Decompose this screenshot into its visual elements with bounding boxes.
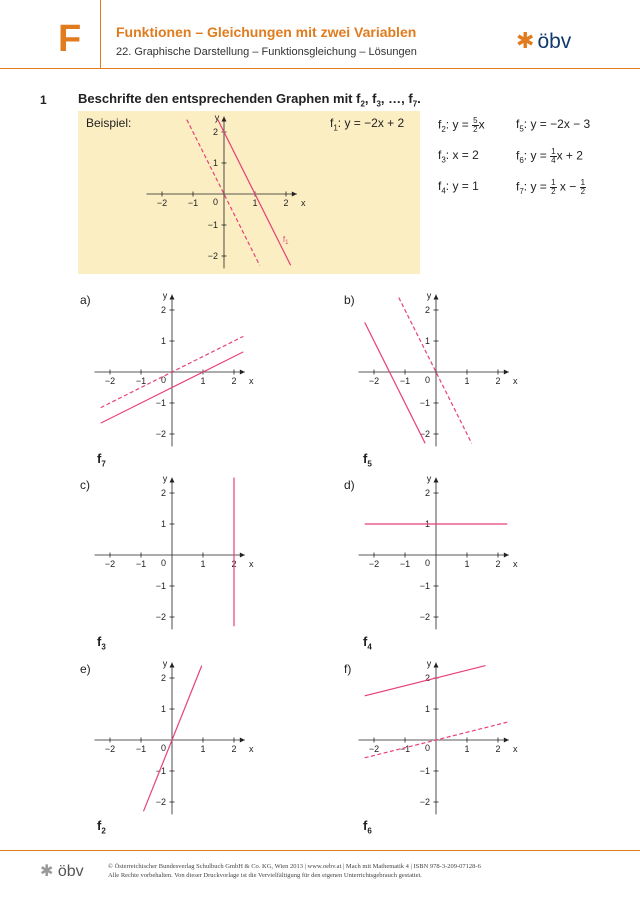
fn-name: f bbox=[516, 148, 520, 163]
fn-name: f bbox=[438, 179, 442, 193]
x-axis-arrow bbox=[240, 553, 245, 558]
x-axis-label: x bbox=[249, 744, 254, 754]
x-axis-label: x bbox=[513, 559, 518, 569]
x-axis-arrow bbox=[240, 370, 245, 375]
origin-label: 0 bbox=[424, 743, 430, 753]
graph-label-f1 bbox=[283, 235, 289, 246]
instruction-sep: , f bbox=[364, 91, 377, 106]
denominator: 2 bbox=[551, 187, 556, 196]
fn-sub: 1 bbox=[333, 123, 338, 133]
footer-copyright bbox=[108, 862, 481, 880]
numerator: 1 bbox=[551, 147, 556, 156]
y-axis-arrow bbox=[434, 295, 439, 300]
x-tick-label: 1 bbox=[200, 559, 206, 569]
origin-label: 0 bbox=[424, 375, 430, 385]
panel-letter-e: e) bbox=[80, 662, 91, 676]
fn-sub: 7 bbox=[101, 459, 106, 469]
x-tick-label: −1 bbox=[399, 744, 411, 754]
page-title: Funktionen – Gleichungen mit zwei Variablen bbox=[116, 24, 417, 40]
instruction-sub: 3 bbox=[376, 99, 381, 109]
y-tick-label: 1 bbox=[424, 519, 430, 529]
origin-label: 0 bbox=[424, 558, 430, 568]
x-tick-label: 1 bbox=[464, 559, 470, 569]
example-label: Beispiel: bbox=[86, 116, 132, 130]
x-tick-label: 2 bbox=[231, 559, 237, 569]
instruction-sep: , …, f bbox=[380, 91, 413, 106]
y-tick-label: −2 bbox=[419, 429, 430, 439]
y-tick-label: 2 bbox=[424, 305, 430, 315]
y-tick-label: 2 bbox=[160, 305, 166, 315]
graph-line bbox=[365, 666, 486, 696]
x-tick-label: 2 bbox=[283, 198, 289, 208]
denominator: 2 bbox=[473, 125, 478, 134]
y-axis-arrow bbox=[222, 117, 227, 122]
x-tick-label: −2 bbox=[368, 559, 380, 569]
fn-sub: 2 bbox=[441, 125, 446, 135]
fn-name: f bbox=[97, 451, 102, 466]
y-tick-label: −2 bbox=[207, 251, 218, 261]
x-axis-label: x bbox=[513, 744, 518, 754]
x-tick-label: 1 bbox=[200, 376, 206, 386]
asterisk-logo-icon: ✱ bbox=[516, 28, 535, 53]
fn-sub: 6 bbox=[367, 826, 372, 836]
x-tick-label: 2 bbox=[495, 559, 501, 569]
y-tick-label: −2 bbox=[419, 797, 430, 807]
origin-label: 0 bbox=[160, 375, 166, 385]
fn-pre: : y = bbox=[445, 117, 473, 132]
fn-pre: : y = bbox=[523, 148, 551, 163]
panel-letter-f: f) bbox=[344, 662, 352, 676]
x-axis-label: x bbox=[249, 376, 254, 386]
x-axis-arrow bbox=[504, 738, 509, 743]
y-axis-arrow bbox=[434, 478, 439, 483]
x-tick-label: −2 bbox=[368, 376, 380, 386]
instruction-sub: 2 bbox=[360, 99, 365, 109]
x-axis-arrow bbox=[504, 553, 509, 558]
y-axis-label: y bbox=[426, 290, 432, 301]
y-tick-label: −2 bbox=[155, 612, 166, 622]
denominator: 4 bbox=[551, 156, 556, 165]
fn-name: f bbox=[438, 117, 442, 132]
origin-label: 0 bbox=[160, 558, 166, 568]
fn-name: f bbox=[516, 179, 520, 194]
origin-label: 0 bbox=[212, 197, 218, 207]
x-tick-label: 2 bbox=[231, 376, 237, 386]
page-subtitle: 22. Graphische Darstellung – Funktionsgleichung – Lösungen bbox=[116, 46, 417, 58]
x-tick-label: −2 bbox=[156, 198, 168, 208]
y-axis-label: y bbox=[426, 658, 432, 669]
fn-name: f bbox=[363, 451, 368, 466]
y-tick-label: −1 bbox=[207, 220, 218, 230]
fn-rest: : y = −2x + 2 bbox=[337, 116, 405, 130]
y-tick-label: 2 bbox=[160, 673, 166, 683]
x-axis-label: x bbox=[513, 376, 518, 386]
y-tick-label: 2 bbox=[212, 127, 218, 137]
panel-letter-d: d) bbox=[344, 478, 355, 492]
y-tick-label: −1 bbox=[419, 581, 430, 591]
y-axis-arrow bbox=[170, 663, 175, 668]
fn-sub: 5 bbox=[519, 124, 524, 134]
y-axis-arrow bbox=[434, 663, 439, 668]
y-axis-label: y bbox=[162, 290, 168, 301]
x-tick-label: 1 bbox=[252, 198, 258, 208]
fn-sub: 6 bbox=[519, 156, 524, 166]
footer-logo bbox=[40, 861, 84, 881]
x-tick-label: 2 bbox=[495, 744, 501, 754]
x-tick-label: 2 bbox=[495, 376, 501, 386]
graph-line-dashed bbox=[399, 298, 472, 444]
fn-name: f bbox=[363, 818, 368, 833]
x-tick-label: −1 bbox=[187, 198, 199, 208]
x-tick-label: −2 bbox=[104, 744, 116, 754]
fn-rest: : y = 1 bbox=[445, 179, 479, 193]
numerator: 1 bbox=[580, 178, 586, 187]
graph-line bbox=[218, 120, 291, 266]
fn-name: f bbox=[330, 116, 334, 130]
y-axis-arrow bbox=[170, 295, 175, 300]
y-tick-label: 2 bbox=[160, 488, 166, 498]
x-tick-label: 1 bbox=[464, 376, 470, 386]
footer-rule bbox=[0, 850, 640, 851]
x-axis-label: x bbox=[249, 559, 254, 569]
y-tick-label: 2 bbox=[424, 488, 430, 498]
x-tick-label: −1 bbox=[135, 744, 147, 754]
x-tick-label: −1 bbox=[399, 376, 411, 386]
x-tick-label: 1 bbox=[464, 744, 470, 754]
fn-name: f bbox=[516, 117, 520, 131]
graph-line bbox=[143, 666, 201, 812]
fn-sub: 3 bbox=[101, 642, 106, 652]
x-tick-label: −1 bbox=[399, 559, 411, 569]
fn-name: f bbox=[438, 148, 442, 162]
y-tick-label: 1 bbox=[212, 158, 218, 168]
fn-name: f bbox=[97, 634, 102, 649]
fn-sub: 7 bbox=[519, 187, 524, 197]
y-axis-label: y bbox=[426, 473, 432, 484]
y-axis-arrow bbox=[170, 478, 175, 483]
fn-post: x bbox=[478, 117, 485, 132]
y-tick-label: 2 bbox=[424, 673, 430, 683]
y-axis-label: y bbox=[162, 473, 168, 484]
fn-rest: : x = 2 bbox=[445, 148, 479, 162]
x-tick-label: −2 bbox=[368, 744, 380, 754]
fn-sub: 2 bbox=[101, 826, 106, 836]
fn-sub: 4 bbox=[367, 642, 372, 652]
origin-label: 0 bbox=[160, 743, 166, 753]
y-tick-label: −1 bbox=[155, 398, 166, 408]
y-tick-label: 1 bbox=[424, 336, 430, 346]
y-tick-label: −2 bbox=[155, 429, 166, 439]
footer-line-2: Alle Rechte vorbehalten. Von dieser Druckvorlage ist die Vervielfältigung für den eigenen Unterrichtsgebrauch gestattet. bbox=[108, 872, 422, 879]
panel-letter-b: b) bbox=[344, 293, 355, 307]
fn-name: f bbox=[97, 818, 102, 833]
fn-sub: 4 bbox=[441, 186, 446, 196]
fn-rest: : y = −2x − 3 bbox=[523, 117, 591, 131]
x-tick-label: −1 bbox=[135, 559, 147, 569]
panel-letter-a: a) bbox=[80, 293, 91, 307]
asterisk-logo-icon: ✱ bbox=[40, 863, 54, 880]
fn-pre: : y = bbox=[523, 179, 551, 194]
y-tick-label: −1 bbox=[155, 581, 166, 591]
x-tick-label: 1 bbox=[200, 744, 206, 754]
y-tick-label: −2 bbox=[155, 797, 166, 807]
numerator: 1 bbox=[551, 178, 556, 187]
fn-mid: x − bbox=[556, 179, 580, 194]
x-tick-label: 2 bbox=[231, 744, 237, 754]
numerator: 5 bbox=[473, 116, 478, 125]
x-axis-arrow bbox=[240, 738, 245, 743]
denominator: 2 bbox=[580, 187, 586, 196]
fn-post: x + 2 bbox=[556, 148, 583, 163]
footer-logo-text: öbv bbox=[57, 863, 84, 880]
y-tick-label: −1 bbox=[419, 766, 430, 776]
x-tick-label: −2 bbox=[104, 376, 116, 386]
instruction-sub: 7 bbox=[412, 99, 418, 109]
fn-sub: 1 bbox=[285, 240, 289, 247]
y-tick-label: −1 bbox=[155, 766, 166, 776]
fn-sub: 5 bbox=[367, 459, 372, 469]
footer-line-1: © Österreichischer Bundesverlag Schulbuch GmbH & Co. KG, Wien 2013 | www.oebv.at | Mach mit Mathematik 4 | ISBN 978-3-209-07128-6 bbox=[108, 863, 481, 870]
fn-sub: 3 bbox=[441, 155, 446, 165]
x-tick-label: −1 bbox=[135, 376, 147, 386]
x-axis-label: x bbox=[301, 198, 306, 208]
instruction-end: . bbox=[417, 91, 421, 106]
task-number: 1 bbox=[40, 93, 47, 107]
graph-line-dashed bbox=[187, 120, 260, 266]
fn-name: f bbox=[363, 634, 368, 649]
y-tick-label: −1 bbox=[419, 398, 430, 408]
chapter-letter: F bbox=[58, 18, 82, 60]
logo-text: öbv bbox=[537, 30, 572, 53]
x-axis-arrow bbox=[504, 370, 509, 375]
fn-name: f bbox=[282, 235, 286, 245]
x-axis-arrow bbox=[292, 192, 297, 197]
y-tick-label: 1 bbox=[160, 519, 166, 529]
y-tick-label: 1 bbox=[424, 704, 430, 714]
y-tick-label: −2 bbox=[419, 612, 430, 622]
instruction-text: Beschrifte den entsprechenden Graphen mit f bbox=[78, 91, 361, 106]
y-tick-label: 1 bbox=[160, 704, 166, 714]
x-tick-label: −2 bbox=[104, 559, 116, 569]
panel-letter-c: c) bbox=[80, 478, 90, 492]
y-tick-label: 1 bbox=[160, 336, 166, 346]
y-axis-label: y bbox=[214, 112, 220, 123]
y-axis-label: y bbox=[162, 658, 168, 669]
